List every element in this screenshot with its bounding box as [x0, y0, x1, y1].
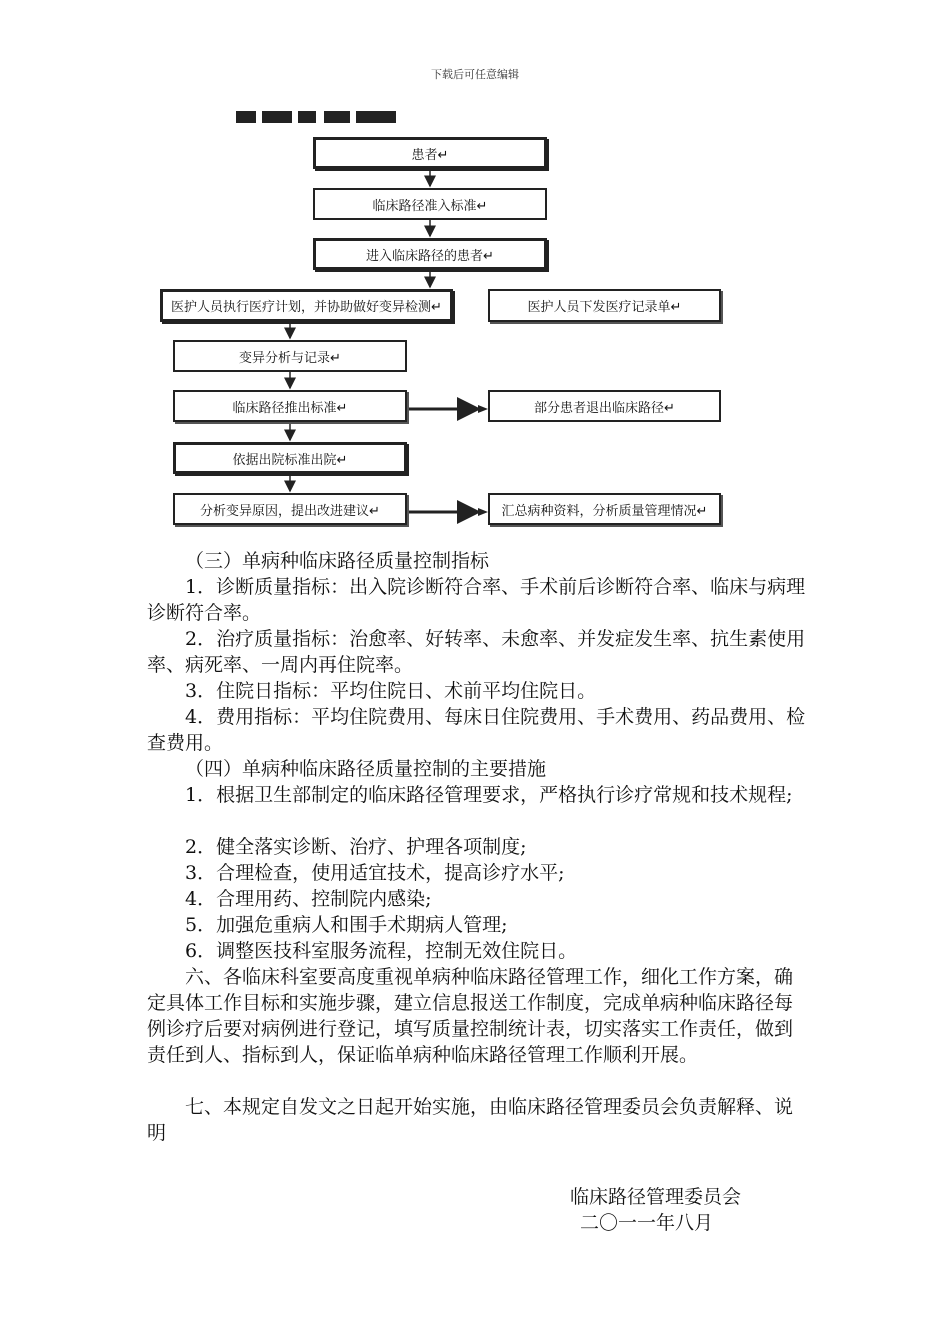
section4-title: （四）单病种临床路径质量控制的主要措施	[185, 758, 547, 780]
signature-committee: 临床路径管理委员会	[570, 1186, 742, 1208]
measure-4: 4．合理用药、控制院内感染;	[185, 888, 432, 910]
flow-box-discharge: 依据出院标准出院↵	[173, 442, 407, 474]
flow-box-execute-plan: 医护人员执行医疗计划，并协助做好变异检测↵	[160, 289, 453, 322]
section3-title: （三）单病种临床路径质量控制指标	[185, 550, 490, 572]
flow-box-variance-analysis: 变异分析与记录↵	[173, 340, 407, 372]
indicator-1: 1．诊断质量指标：出入院诊断符合率、手术前后诊断符合率、临床与病理诊断符合率。	[147, 576, 806, 624]
measure-3: 3．合理检查，使用适宜技术，提高诊疗水平;	[185, 862, 565, 884]
measure-6: 6．调整医技科室服务流程，控制无效住院日。	[185, 940, 578, 962]
header-note: 下载后可任意编辑	[431, 68, 519, 81]
measure-2: 2．健全落实诊断、治疗、护理各项制度;	[185, 836, 527, 858]
flow-box-entry-standard: 临床路径准入标准↵	[313, 188, 547, 220]
indicator-2: 2．治疗质量指标：治愈率、好转率、未愈率、并发症发生率、抗生素使用率、病死率、一周内再住院率。	[147, 628, 806, 676]
flow-box-analyze-causes: 分析变异原因，提出改进建议↵	[173, 493, 407, 525]
flow-box-exit-standard: 临床路径推出标准↵	[173, 390, 407, 422]
measure-1: 1．根据卫生部制定的临床路径管理要求，严格执行诊疗常规和技术规程;	[185, 784, 793, 806]
section7-paragraph: 七、本规定自发文之日起开始实施，由临床路径管理委员会负责解释、说明	[147, 1096, 794, 1144]
flow-box-entered-patients: 进入临床路径的患者↵	[313, 238, 547, 270]
flow-box-issue-record: 医护人员下发医疗记录单↵	[488, 289, 721, 322]
flow-box-patient: 患者↵	[313, 137, 547, 169]
arrow-tip-2	[478, 508, 488, 516]
section6-paragraph: 六、各临床科室要高度重视单病种临床路径管理工作，细化工作方案，确定具体工作目标和实施步骤，建立信息报送工作制度，完成单病种临床路径每例诊疗后要对病例进行登记，填写质量控制统计表，切实落实工作责任，做到责任到人、指标到人，保证临单病种临床路径管理工作顺利开展。	[147, 966, 794, 1066]
flow-box-partial-exit: 部分患者退出临床路径↵	[488, 390, 721, 422]
measure-5: 5．加强危重病人和围手术期病人管理;	[185, 914, 508, 936]
flowchart-connectors	[0, 0, 950, 560]
indicator-4: 4．费用指标：平均住院费用、每床日住院费用、手术费用、药品费用、检查费用。	[147, 706, 806, 754]
flow-box-summarize: 汇总病种资料，分析质量管理情况↵	[488, 493, 721, 525]
signature-date: 二〇一一年八月	[580, 1212, 714, 1234]
indicator-3: 3．住院日指标：平均住院日、术前平均住院日。	[185, 680, 597, 702]
arrow-tip-1	[478, 405, 488, 413]
